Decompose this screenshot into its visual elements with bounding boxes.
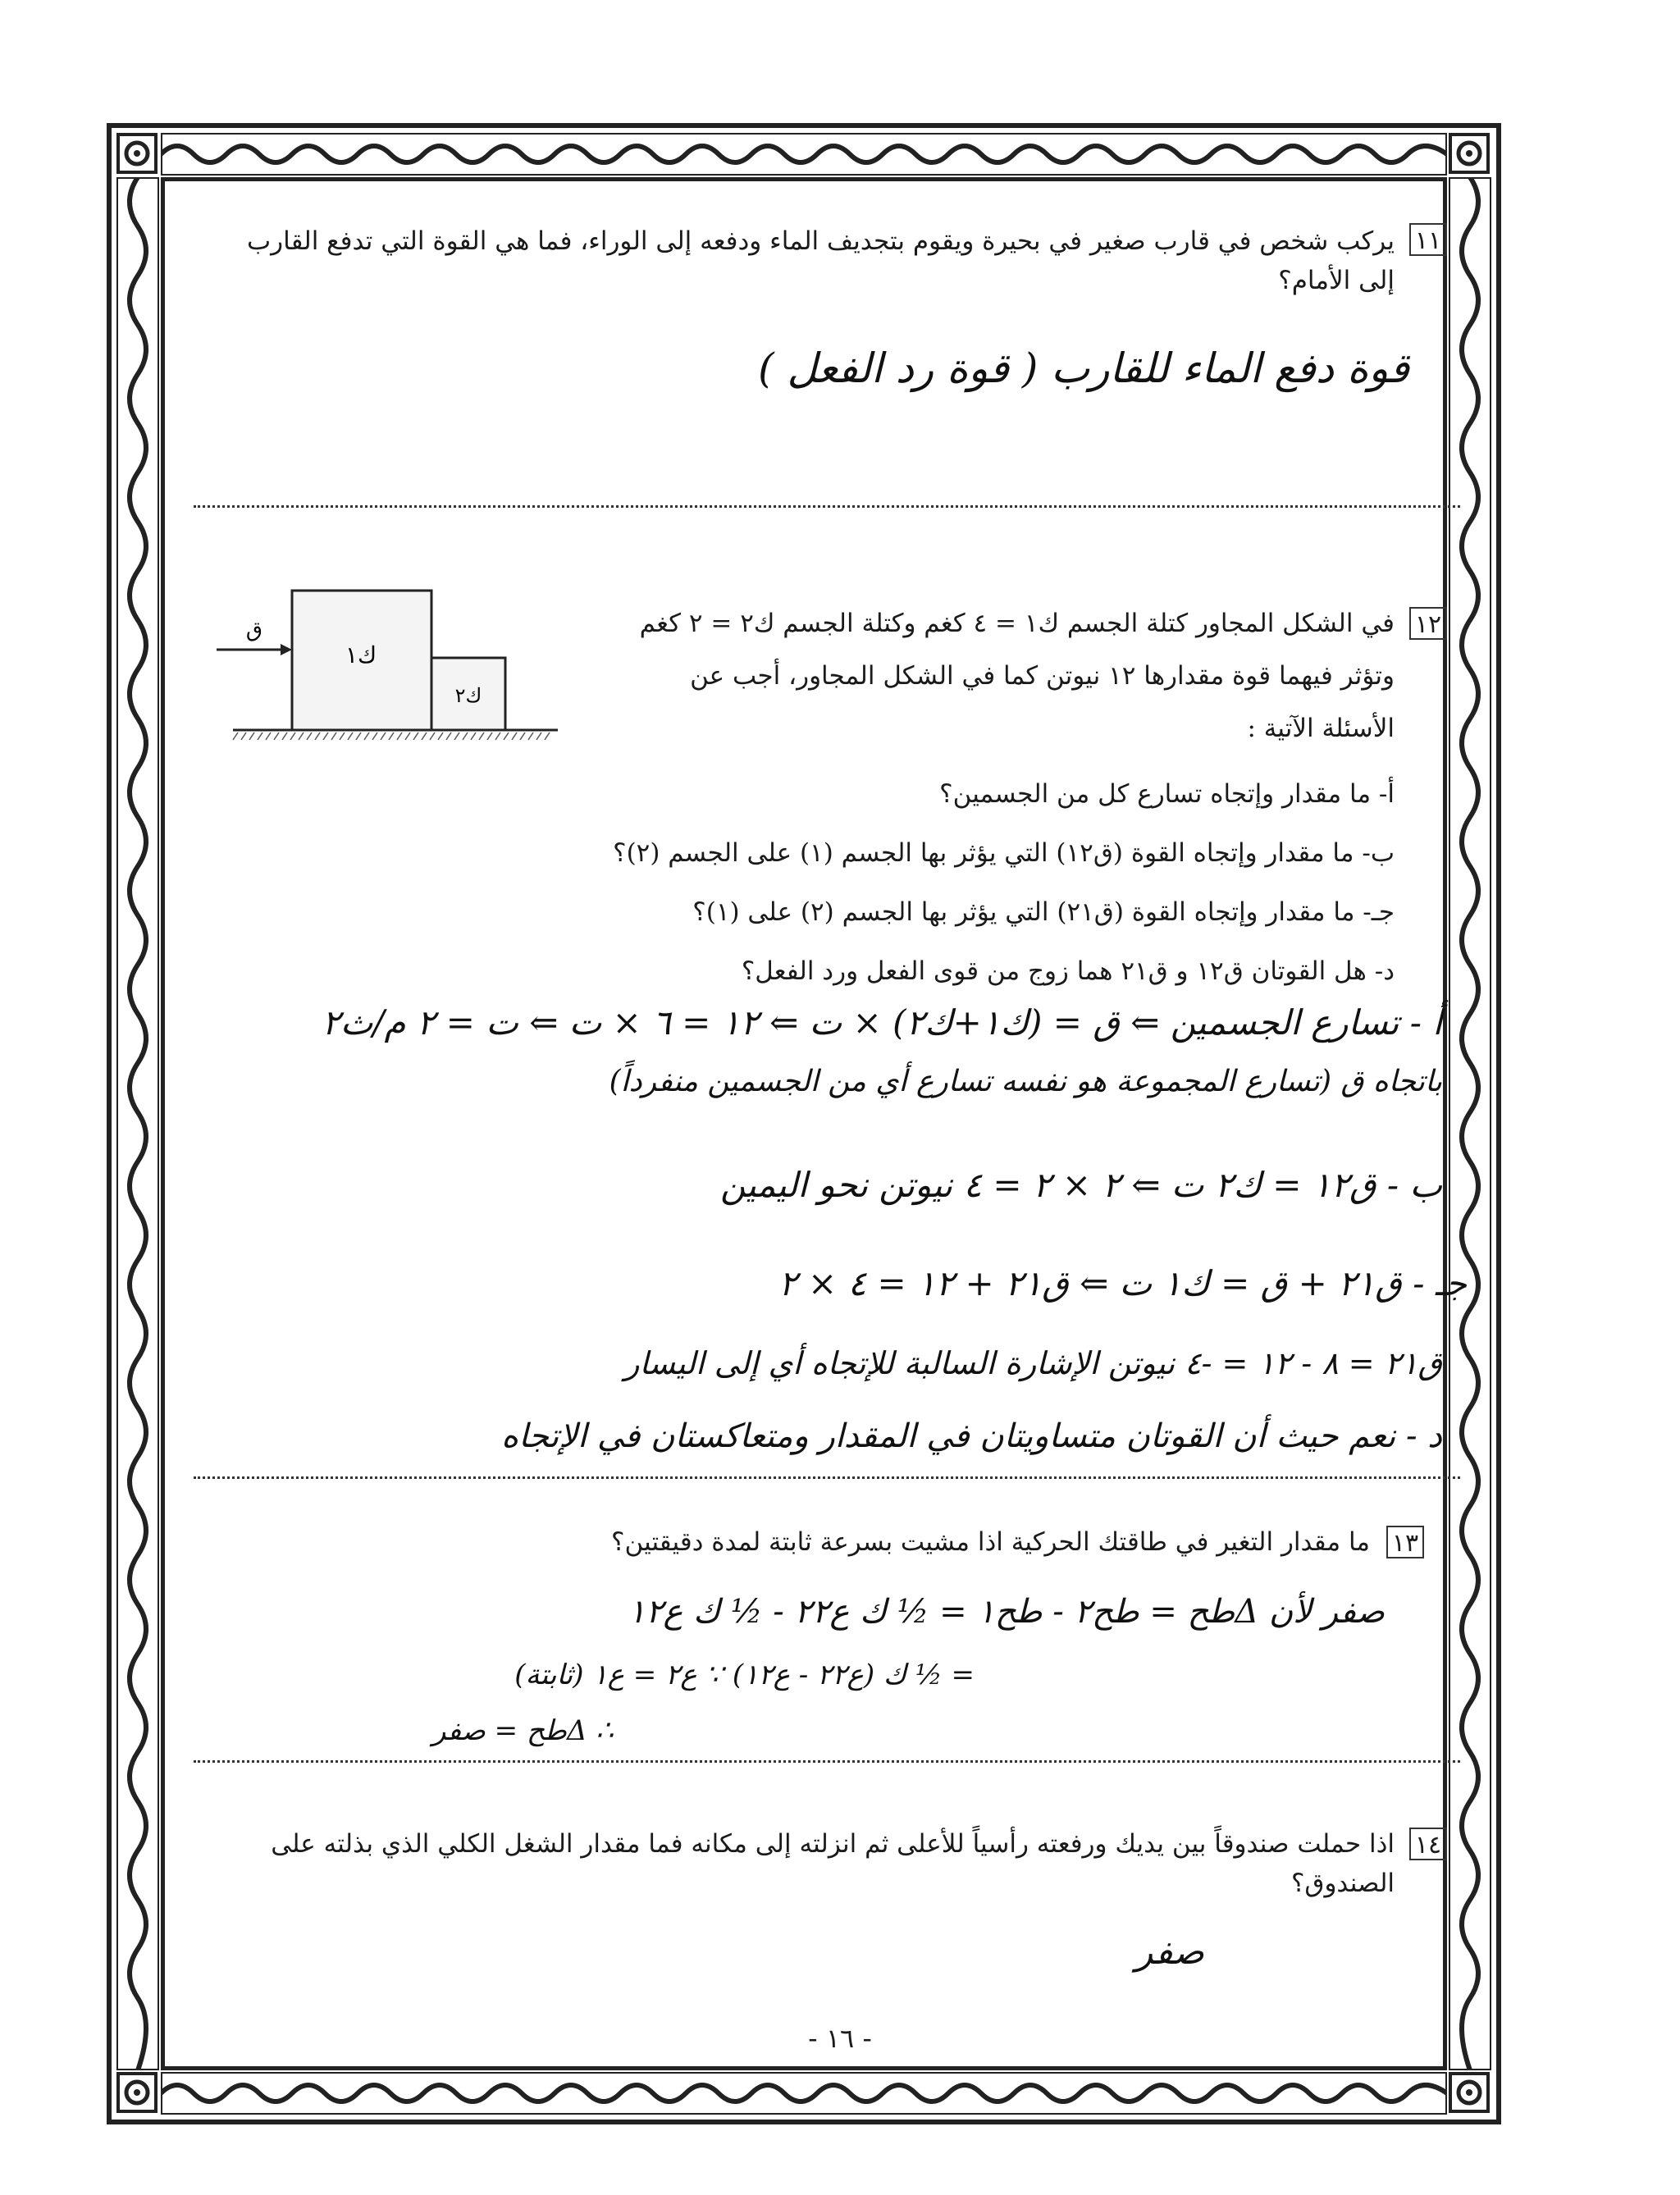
block-m2-label: ك٢: [454, 684, 482, 707]
question-number: ١٢: [1409, 607, 1447, 640]
border-corner-icon: [1449, 2072, 1490, 2113]
question-12-answer-c-2: ق٢١ = ٨ - ١٢ = -٤ نيوتن الإشارة السالبة للإتجاه أي إلى اليسار: [624, 1345, 1442, 1381]
question-11-answer: قوة دفع الماء للقارب ( قوة رد الفعل ): [758, 345, 1409, 392]
question-12-line-1: في الشكل المجاور كتلة الجسم ك١ = ٤ كغم وكتلة الجسم ك٢ = ٢ كغم: [639, 609, 1395, 638]
border-pattern-bottom: [161, 2072, 1447, 2115]
border-pattern-top: [161, 133, 1447, 176]
block-m1-label: ك١: [345, 641, 377, 669]
question-12-sub-d: د- هل القوتان ق١٢ و ق٢١ هما زوج من قوى الفعل ورد الفعل؟: [741, 956, 1395, 986]
border-corner-icon: [116, 133, 158, 174]
two-blocks-figure: [213, 582, 558, 755]
question-13-answer-2: = ½ ك (ع٢٢ - ع١٢) ∵ ع٢ = ع١ (ثابتة): [514, 1659, 975, 1691]
question-13-text: ما مقدار التغير في طاقتك الحركية اذا مشيت بسرعة ثابتة لمدة دقيقتين؟: [611, 1527, 1370, 1557]
question-12-answer-a-1: أ - تسارع الجسمين ⇐ ق = (ك١+ك٢) × ت ⇐ ١٢ = ٦ × ت ⇐ ت = ٢ م/ث٢: [322, 1002, 1442, 1043]
question-12-answer-d: د - نعم حيث أن القوتان متساويتان في المقدار ومتعاكستان في الإتجاه: [501, 1417, 1442, 1455]
question-12-sub-a: أ- ما مقدار وإتجاه تسارع كل من الجسمين؟: [939, 779, 1395, 809]
question-11-text: يركب شخص في قارب صغير في بحيرة ويقوم بتجديف الماء ودفعه إلى الوراء، فما هي القوة التي تدفع القارب إلى الأمام؟: [246, 226, 1395, 295]
border-corner-icon: [1449, 133, 1490, 174]
question-14-text: اذا حملت صندوقاً بين يديك ورفعته رأسياً للأعلى ثم انزلته إلى مكانه فما مقدار الشغل الكلي الذي بذلته على الصندوق؟: [271, 1829, 1395, 1898]
question-13-answer-3: ∴ Δطح = صفر: [432, 1714, 614, 1747]
section-divider: [194, 1476, 1460, 1479]
question-12-answer-a-2: باتجاه ق (تسارع المجموعة هو نفسه تسارع أي من الجسمين منفرداً): [609, 1065, 1442, 1098]
page-number: - ١٦ -: [808, 2023, 872, 2054]
question-12-line-2: وتؤثر فيهما قوة مقدارها ١٢ نيوتن كما في الشكل المجاور، أجب عن: [690, 661, 1395, 691]
question-12-answer-b: ب - ق١٢ = ك٢ ت ⇐ ٢ × ٢ = ٤ نيوتن نحو اليمين: [720, 1165, 1442, 1205]
question-12-sub-b: ب- ما مقدار وإتجاه القوة (ق١٢) التي يؤثر بها الجسم (١) على الجسم (٢)؟: [613, 838, 1395, 868]
page-content-frame: [161, 177, 1447, 2070]
question-14-answer: صفر: [1135, 1931, 1204, 1973]
question-number: ١١: [1409, 223, 1447, 256]
border-pattern-left: [116, 177, 159, 2070]
question-13-answer-1: صفر لأن Δطح = طح٢ - طح١ = ½ ك ع٢٢ - ½ ك ع١٢: [628, 1593, 1385, 1631]
question-number: ١٣: [1386, 1526, 1424, 1558]
section-divider: [194, 505, 1460, 508]
border-corner-icon: [116, 2072, 158, 2113]
section-divider: [194, 1760, 1460, 1763]
question-12-sub-c: جـ- ما مقدار وإتجاه القوة (ق٢١) التي يؤثر بها الجسم (٢) على (١)؟: [692, 897, 1395, 927]
question-number: ١٤: [1409, 1828, 1447, 1860]
border-pattern-right: [1449, 177, 1491, 2070]
question-12-answer-c-1: جـ - ق٢١ + ق = ك١ ت ⇐ ق٢١ + ١٢ = ٤ × ٢: [778, 1263, 1467, 1303]
force-label: ق: [245, 618, 263, 642]
question-12-line-3: الأسئلة الآتية :: [1247, 714, 1395, 743]
